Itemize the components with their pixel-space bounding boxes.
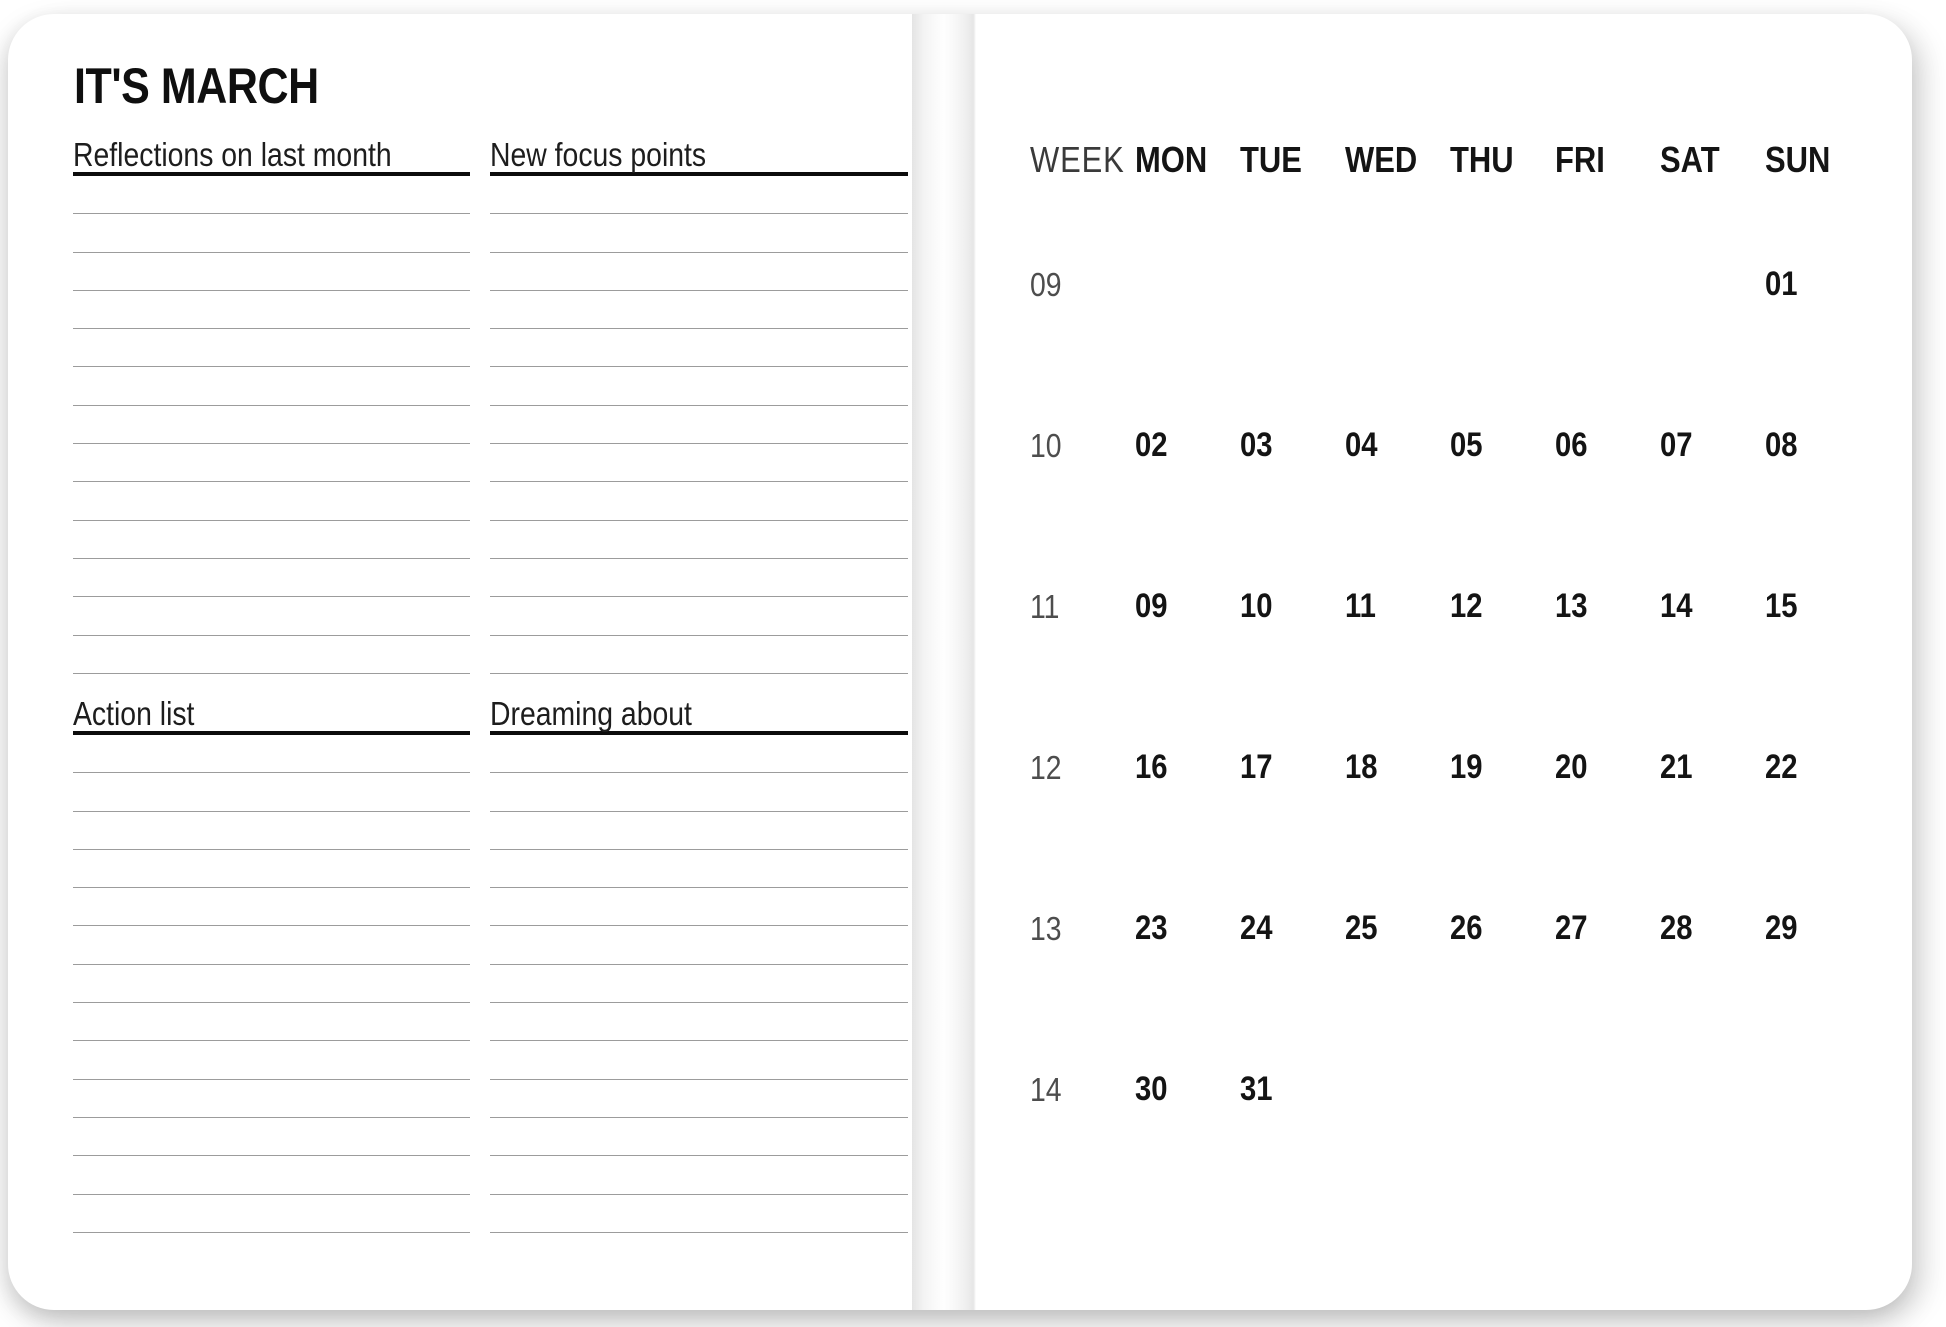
section-heading <box>73 694 470 735</box>
day-header: TUE <box>1240 139 1302 180</box>
day-cell: 16 <box>1135 748 1168 786</box>
ruled-lines <box>490 176 908 674</box>
ruled-line <box>73 329 470 367</box>
day-cell: 21 <box>1660 748 1693 786</box>
ruled-line <box>73 406 470 444</box>
ruled-line <box>490 1118 908 1156</box>
notebook-spread <box>8 14 1912 1310</box>
ruled-line <box>490 176 908 214</box>
ruled-line <box>490 735 908 773</box>
ruled-lines <box>490 735 908 1233</box>
day-header: FRI <box>1555 139 1605 180</box>
day-cell: 11 <box>1345 587 1376 625</box>
week-number: 12 <box>1030 748 1062 786</box>
ruled-line <box>73 214 470 252</box>
ruled-line <box>490 965 908 1003</box>
ruled-line <box>73 1080 470 1118</box>
day-cell: 06 <box>1555 426 1588 464</box>
ruled-line <box>73 850 470 888</box>
calendar-week-row <box>1030 687 1870 848</box>
day-cell: 01 <box>1765 265 1798 303</box>
calendar-week-row <box>1030 1009 1870 1170</box>
calendar-week-row <box>1030 204 1870 365</box>
calendar-week-row <box>1030 848 1870 1009</box>
ruled-line <box>73 482 470 520</box>
section-heading <box>490 135 908 176</box>
ruled-line <box>73 888 470 926</box>
day-header: SAT <box>1660 139 1720 180</box>
ruled-line <box>73 926 470 964</box>
section-heading-text: Reflections on last month <box>73 136 392 173</box>
ruled-line <box>73 1118 470 1156</box>
ruled-line <box>73 597 470 635</box>
day-cell: 17 <box>1240 748 1273 786</box>
day-cell: 19 <box>1450 748 1483 786</box>
section-heading <box>490 694 908 735</box>
week-number: 13 <box>1030 909 1062 947</box>
day-cell: 22 <box>1765 748 1798 786</box>
section-action-list <box>73 694 470 1233</box>
ruled-lines <box>73 735 470 1233</box>
ruled-line <box>490 1195 908 1233</box>
ruled-line <box>73 636 470 674</box>
day-cell: 08 <box>1765 426 1798 464</box>
page-spine <box>912 14 976 1310</box>
week-column-header: WEEK <box>1030 139 1125 180</box>
day-cell: 20 <box>1555 748 1588 786</box>
ruled-line <box>73 1041 470 1079</box>
ruled-line <box>73 176 470 214</box>
day-cell: 10 <box>1240 587 1273 625</box>
calendar-week-row <box>1030 526 1870 687</box>
day-cell: 27 <box>1555 909 1588 947</box>
ruled-line <box>490 444 908 482</box>
ruled-line <box>490 1156 908 1194</box>
ruled-lines <box>73 176 470 674</box>
calendar-grid <box>1030 204 1870 1170</box>
ruled-line <box>73 1156 470 1194</box>
day-cell: 09 <box>1135 587 1168 625</box>
section-heading <box>73 135 470 176</box>
week-number: 09 <box>1030 265 1062 303</box>
ruled-line <box>490 214 908 252</box>
ruled-line <box>73 559 470 597</box>
ruled-line <box>73 812 470 850</box>
ruled-line <box>490 636 908 674</box>
ruled-line <box>73 1195 470 1233</box>
ruled-line <box>73 965 470 1003</box>
day-cell: 26 <box>1450 909 1483 947</box>
day-cell: 23 <box>1135 909 1168 947</box>
ruled-line <box>490 367 908 405</box>
day-cell: 02 <box>1135 426 1168 464</box>
ruled-line <box>73 253 470 291</box>
day-cell: 15 <box>1765 587 1798 625</box>
section-dreaming-about <box>490 694 908 1233</box>
section-new-focus-points <box>490 135 908 674</box>
ruled-line <box>490 329 908 367</box>
ruled-line <box>73 1003 470 1041</box>
day-header: WED <box>1345 139 1418 180</box>
ruled-line <box>73 444 470 482</box>
day-cell: 28 <box>1660 909 1693 947</box>
ruled-line <box>490 482 908 520</box>
day-cell: 31 <box>1240 1070 1273 1108</box>
calendar-header-row <box>1030 141 1870 179</box>
ruled-line <box>490 812 908 850</box>
ruled-line <box>73 291 470 329</box>
day-cell: 14 <box>1660 587 1693 625</box>
ruled-line <box>490 253 908 291</box>
page-title-text: IT'S MARCH <box>74 58 319 114</box>
ruled-line <box>490 773 908 811</box>
section-heading-text: New focus points <box>490 136 707 173</box>
section-heading-text: Action list <box>73 695 195 732</box>
day-header: THU <box>1450 139 1514 180</box>
ruled-line <box>73 521 470 559</box>
calendar-week-row <box>1030 365 1870 526</box>
day-cell: 05 <box>1450 426 1483 464</box>
day-cell: 13 <box>1555 587 1588 625</box>
ruled-line <box>490 521 908 559</box>
ruled-line <box>490 291 908 329</box>
ruled-line <box>490 850 908 888</box>
day-cell: 30 <box>1135 1070 1168 1108</box>
week-number: 14 <box>1030 1070 1062 1108</box>
ruled-line <box>73 367 470 405</box>
ruled-line <box>490 406 908 444</box>
day-cell: 12 <box>1450 587 1483 625</box>
week-number: 11 <box>1030 587 1060 625</box>
day-header: MON <box>1135 139 1208 180</box>
ruled-line <box>490 1041 908 1079</box>
section-heading-text: Dreaming about <box>490 695 692 732</box>
ruled-line <box>490 926 908 964</box>
ruled-line <box>73 735 470 773</box>
page-title <box>74 58 359 114</box>
ruled-line <box>73 773 470 811</box>
week-number: 10 <box>1030 426 1062 464</box>
ruled-line <box>490 559 908 597</box>
day-cell: 18 <box>1345 748 1378 786</box>
day-cell: 07 <box>1660 426 1693 464</box>
day-cell: 04 <box>1345 426 1378 464</box>
day-cell: 25 <box>1345 909 1378 947</box>
ruled-line <box>490 597 908 635</box>
day-cell: 24 <box>1240 909 1273 947</box>
section-reflections <box>73 135 470 674</box>
day-header: SUN <box>1765 139 1831 180</box>
day-cell: 29 <box>1765 909 1798 947</box>
day-cell: 03 <box>1240 426 1273 464</box>
ruled-line <box>490 1003 908 1041</box>
ruled-line <box>490 1080 908 1118</box>
ruled-line <box>490 888 908 926</box>
